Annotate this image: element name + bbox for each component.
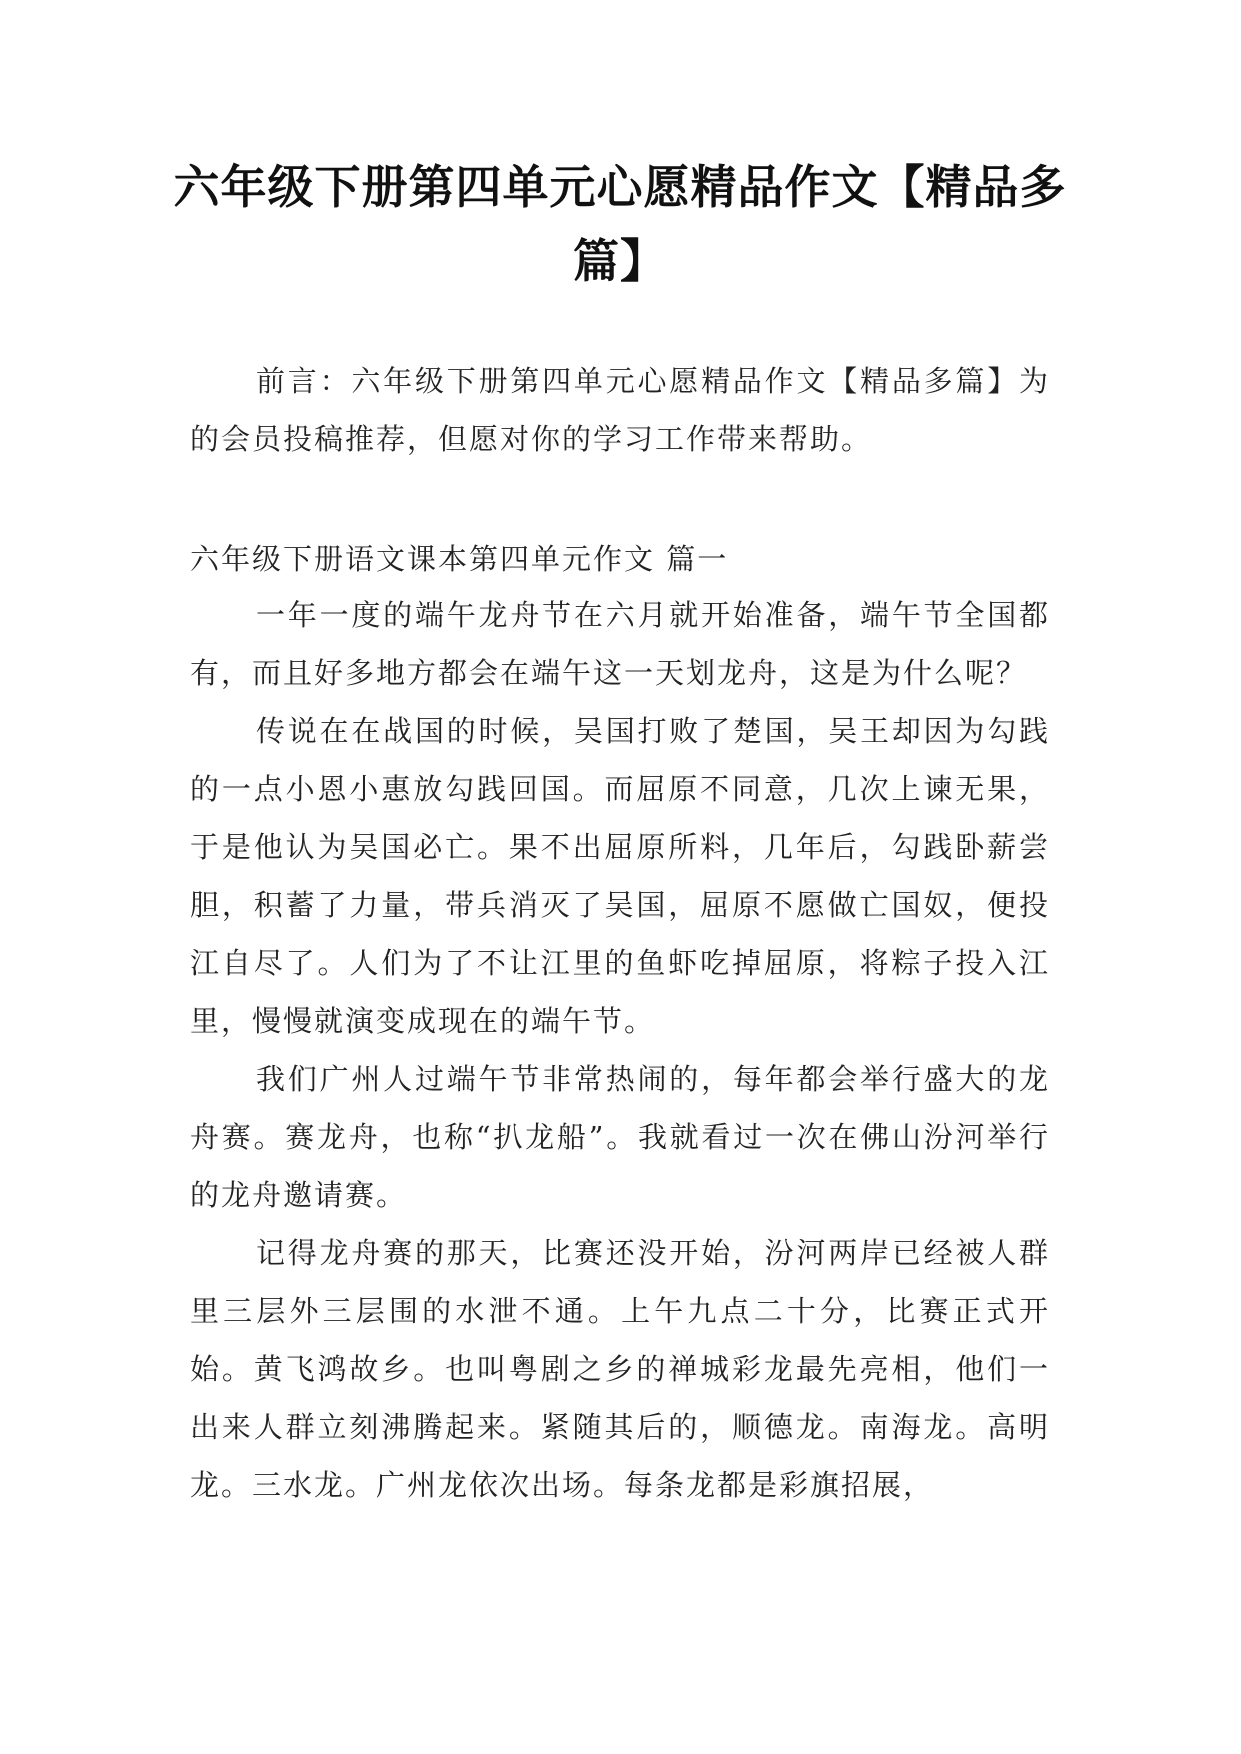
preface-paragraph: 前言：六年级下册第四单元心愿精品作文【精品多篇】为的会员投稿推荐，但愿对你的学习工作带来帮助。 (190, 364, 1050, 456)
article-body (190, 586, 1050, 1514)
body-paragraph: 传说在在战国的时候，吴国打败了楚国，吴王却因为勾践的一点小恩小惠放勾践回国。而屈原不同意，几次上谏无果，于是他认为吴国必亡。果不出屈原所料，几年后，勾践卧薪尝胆，积蓄了力量，带兵消灭了吴国，屈原不愿做亡国奴，便投江自尽了。人们为了不让江里的鱼虾吃掉屈原，将粽子投入江里，慢慢就演变成现在的端午节。 (190, 714, 1050, 1038)
body-paragraph: 我们广州人过端午节非常热闹的，每年都会举行盛大的龙舟赛。赛龙舟，也称“扒龙船”。我就看过一次在佛山汾河举行的龙舟邀请赛。 (190, 1062, 1050, 1212)
section-heading: 六年级下册语文课本第四单元作文 篇一 (190, 542, 729, 576)
body-paragraph: 一年一度的端午龙舟节在六月就开始准备，端午节全国都有，而且好多地方都会在端午这一天划龙舟，这是为什么呢？ (190, 598, 1050, 690)
body-paragraph: 记得龙舟赛的那天，比赛还没开始，汾河两岸已经被人群里三层外三层围的水泄不通。上午九点二十分，比赛正式开始。黄飞鸿故乡。也叫粤剧之乡的禅城彩龙最先亮相，他们一出来人群立刻沸腾起来。紧随其后的，顺德龙。南海龙。高明龙。三水龙。广州龙依次出场。每条龙都是彩旗招展， (190, 1236, 1050, 1502)
document-title: 六年级下册第四单元心愿精品作文【精品多篇】 (173, 160, 1067, 288)
